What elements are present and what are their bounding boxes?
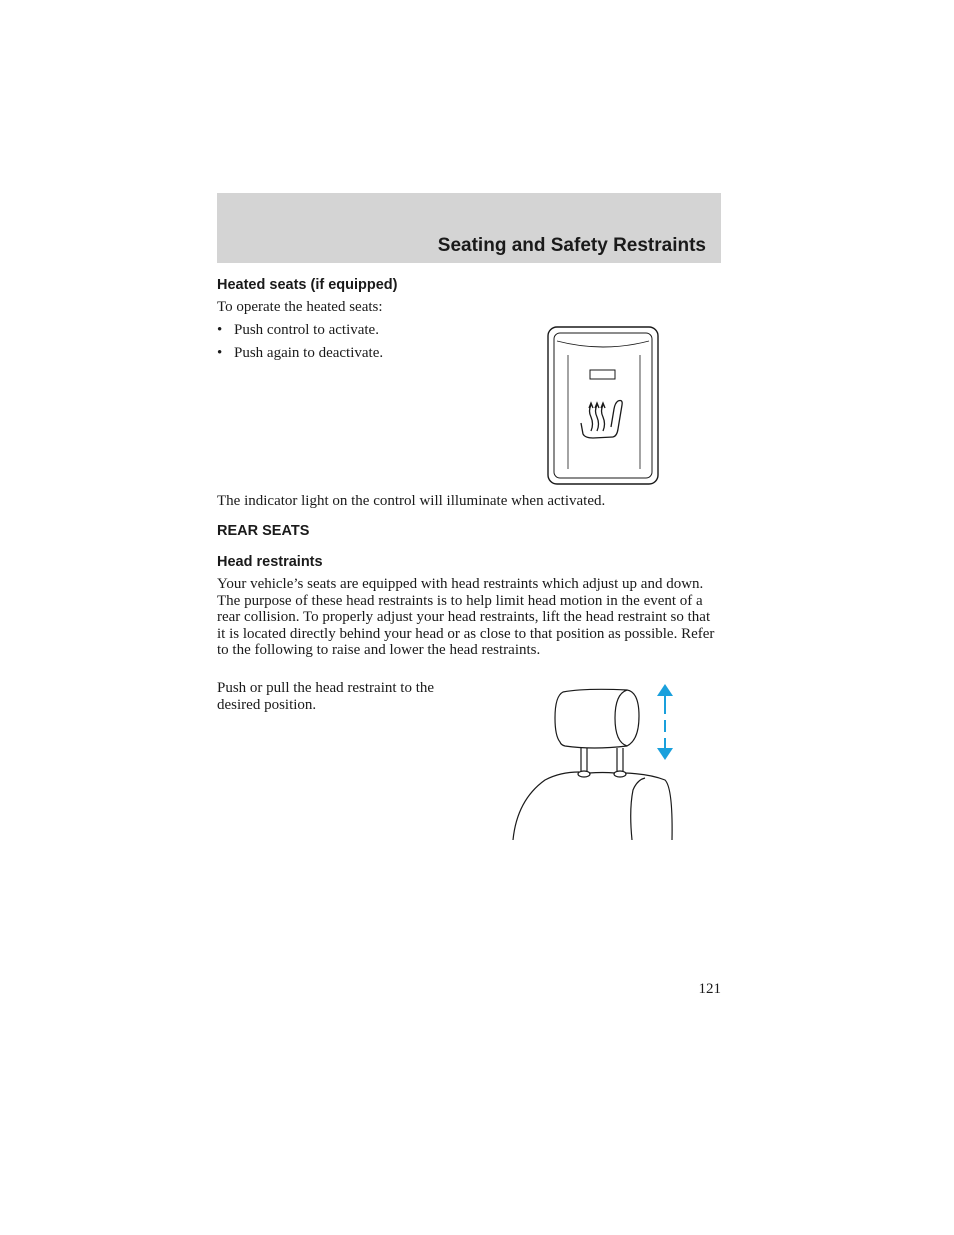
heated-seats-heading: Heated seats (if equipped) <box>217 277 398 293</box>
bullet-item: • Push control to activate. <box>217 322 379 338</box>
bullet-text: Push again to deactivate. <box>234 345 384 361</box>
head-restraint-illustration <box>505 680 685 845</box>
up-down-arrow-icon <box>657 684 673 760</box>
bullet-item: • Push again to deactivate. <box>217 345 384 361</box>
heated-seat-icon <box>581 401 622 439</box>
heated-seats-intro: To operate the heated seats: <box>217 299 383 315</box>
page-number: 121 <box>698 981 721 997</box>
head-restraints-paragraph: Your vehicle’s seats are equipped with head restraints which adjust up and down. The purpose of these head restraints is to help limit head motion in the event of a rear collision. To properly adjust your head restraints, lift the head restraint so that it is located directly behind your head or as close to that position as possible. Refer to the following to raise and lower the head restraints. <box>217 576 715 658</box>
heated-seat-switch-icon <box>545 325 661 487</box>
indicator-note: The indicator light on the control will illuminate when activated. <box>217 493 606 509</box>
section-title: Seating and Safety Restraints <box>437 235 706 256</box>
section-header <box>217 193 721 263</box>
head-restraints-instruction: Push or pull the head restraint to the desired position. <box>217 680 435 713</box>
head-restraints-heading: Head restraints <box>217 554 323 570</box>
rear-seats-heading: REAR SEATS <box>217 523 310 539</box>
bullet-text: Push control to activate. <box>234 322 379 338</box>
